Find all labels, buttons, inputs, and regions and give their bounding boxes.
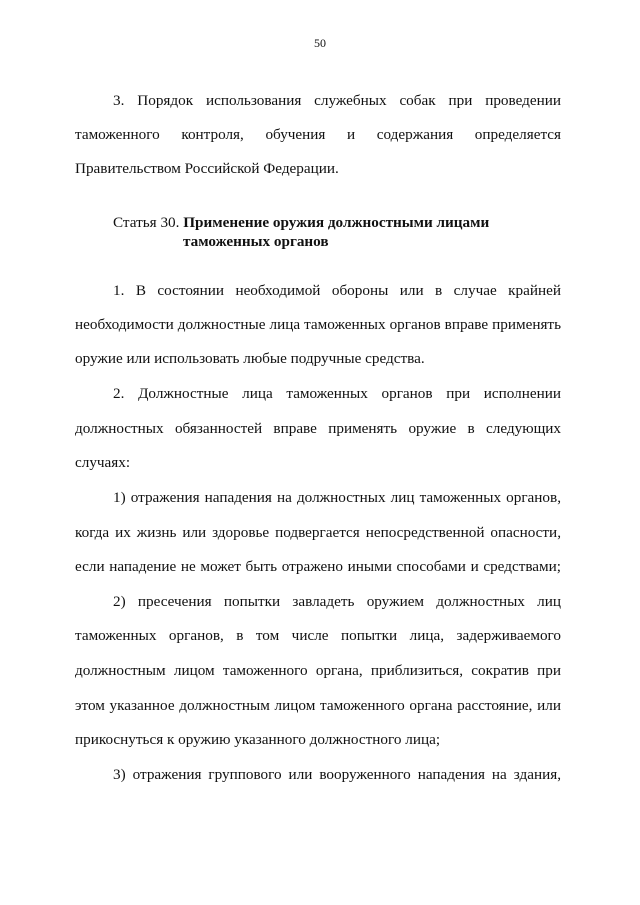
item1-line-1: 1) отражения нападения на должностных лиц таможенных органов, [113,489,561,506]
item2-line-3: должностным лицом таможенного органа, приблизиться, сократив при [75,662,561,679]
p1-line-1: 1. В состоянии необходимой обороны или в случае крайней [113,282,561,299]
section3-line-1: 3. Порядок использования служебных собак при проведении [113,92,561,109]
article-label: Статья 30. [113,214,180,231]
article-title-line-2: таможенных органов [183,233,329,250]
section3-line-2: таможенного контроля, обучения и содержания определяется [75,126,561,143]
item1-line-2: когда их жизнь или здоровье подвергается непосредственной опасности, [75,524,561,541]
article-title-line-1: Применение оружия должностными лицами [183,214,490,231]
item2-line-5: прикоснуться к оружию указанного должностного лица; [75,731,441,748]
item2-line-4: этом указанное должностным лицом таможенного органа расстояние, или [75,697,561,714]
p2-line-1: 2. Должностные лица таможенных органов при исполнении [113,385,561,402]
item3-line-1: 3) отражения группового или вооруженного нападения на здания, [113,766,561,783]
page-number: 50 [314,36,326,50]
p1-line-3: оружие или использовать любые подручные средства. [75,350,425,367]
item2-line-1: 2) пресечения попытки завладеть оружием должностных лиц [113,593,561,610]
section3-line-3: Правительством Российской Федерации. [75,160,339,177]
p2-line-2: должностных обязанностей вправе применять оружие в следующих [75,420,561,437]
item2-line-2: таможенных органов, в том числе попытки лица, задерживаемого [75,627,561,644]
p2-line-3: случаях: [75,454,131,471]
item1-line-3: если нападение не может быть отражено иными способами и средствами; [75,558,561,575]
p1-line-2: необходимости должностные лица таможенных органов вправе применять [75,316,561,333]
article-heading [113,213,490,250]
